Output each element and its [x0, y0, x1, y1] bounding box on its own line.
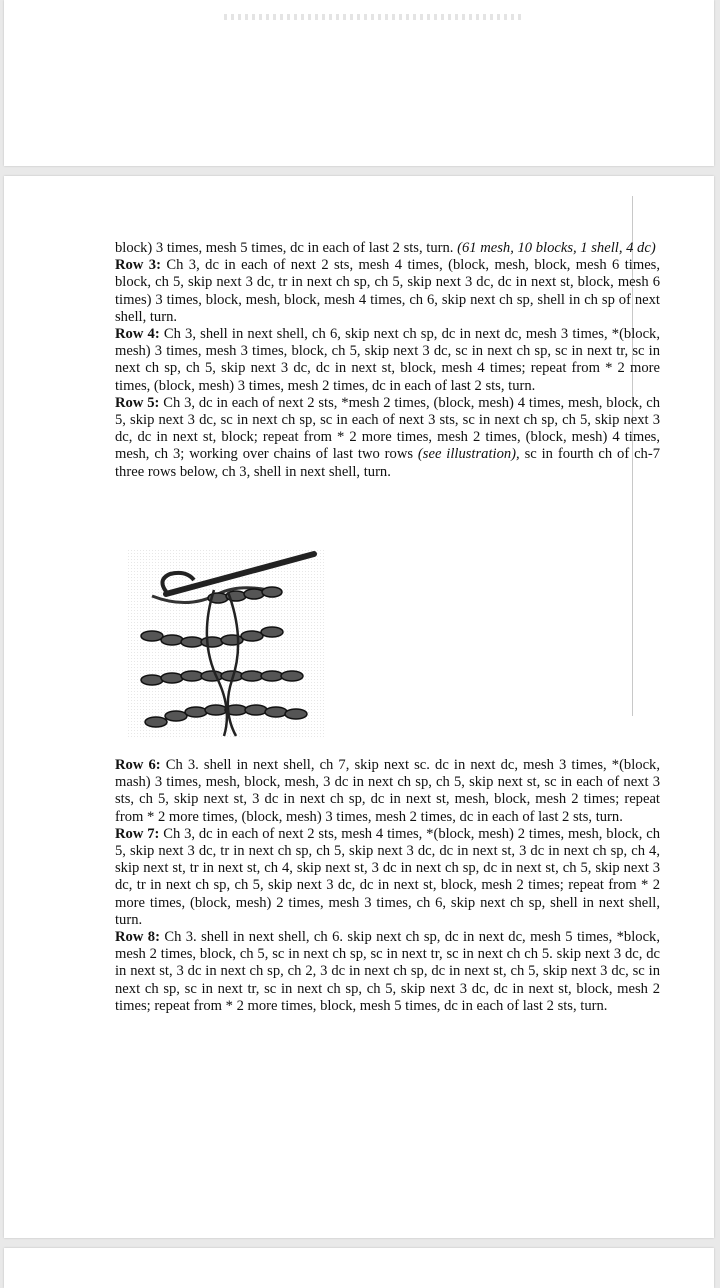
instructions-top [115, 240, 660, 481]
paragraph-text: Ch 3. shell in next shell, ch 7, skip next sc. dc in next dc, mesh 3 times, *(block, mash) 3 times, mesh, block, mesh, 3 dc in next ch sp, ch 5, skip next st, sc in each of next 3 sts, ch 5, skip next st, 3 dc in next ch sp, dc in next st, mesh, block, mesh 2 times; repeat from * 2 more times, (block, mesh) 3 times, mesh 2 times, dc in each of last 2 sts, turn. [115, 757, 661, 825]
illustration-drawing [128, 550, 324, 738]
paragraph-text: Ch 3, dc in each of next 2 sts, mesh 4 times, (block, mesh, block, mesh 6 times, block, ch 5, skip next 3 dc, tr in next ch sp, ch 5, skip next 3 dc, dc in next st, block, mesh 6 times) 3 times, block, mesh, block, mesh 4 times, ch 6, skip next ch sp, shell in ch sp of next shell, turn. [115, 257, 660, 325]
next-page [4, 1248, 714, 1288]
paragraph-text: Ch 3. shell in next shell, ch 6. skip next ch sp, dc in next dc, mesh 5 times, *block, mesh 2 times, block, ch 5, sc in next ch sp, sc in next tr, sc in next ch ch 5. skip next 3 dc, dc in next st, 3 dc in next ch sp, ch 2, 3 dc in next ch sp, dc in next st, ch 5, skip next 3 dc, sc in next ch sp, sc in next tr, sc in next ch sp, ch 5, skip next 3 dc, dc in next st, block, mesh 2 times; repeat from * 2 more times, block, mesh 5 times, dc in each of last 2 sts, turn. [115, 929, 660, 1014]
paragraph-row-5 [115, 395, 660, 481]
row-label: Row 5: [115, 394, 160, 411]
paragraph-row-6 [115, 757, 660, 826]
paragraph-text: Ch 3, dc in each of next 2 sts, mesh 4 times, *(block, mesh) 2 times, mesh, block, ch 5, skip next 3 dc, tr in next ch sp, ch 5, skip next 3 dc, dc in next st, 3 dc in next ch sp, ch 4, skip next st, tr in next st, ch 4, skip next st, 3 dc in next ch sp, dc in next st, ch 5, skip next 3 dc, tr in next ch sp, ch 5, skip next 3 dc, dc in next st, block, mesh 2 times; repeat from * 2 more times, (block, mesh) 2 times, mesh 3 times, ch 6, skip next ch sp, shell in next shell, turn. [115, 825, 660, 928]
paragraph-row-7 [115, 826, 660, 929]
paragraph-text: sc in fourth ch of ch-7 three rows below, ch 3, shell in next shell, turn. [115, 446, 660, 480]
previous-page [4, 0, 714, 166]
paragraph-text: Ch 3, dc in each of next 2 sts, *mesh 2 times, (block, mesh) 4 times, mesh, block, ch 5, skip next 3 dc, sc in next ch sp, sc in each of next 3 sts, sc in next ch sp, ch 5, skip next 3 dc, dc in next st, block; repeat from * 2 more times, mesh 2 times, (block, mesh) 4 times, mesh, ch 3; working over chains of last two rows [115, 394, 660, 463]
paragraph-text: Ch 3, shell in next shell, ch 6, skip next ch sp, dc in next dc, mesh 3 times, *(block, mesh) 3 times, mesh 3 times, block, ch 5, skip next 3 dc, sc in next ch sp, sc in next tr, sc in next ch sp, ch 5, skip next 3 dc, dc in next st, block, mesh 4 times; repeat from * 2 more times, (block, mesh) 3 times, mesh 2 times, dc in each of last 2 sts, turn. [115, 326, 660, 394]
row-label: Row 6: [115, 757, 161, 773]
paragraph-row-8 [115, 929, 660, 1015]
paragraph-continuation [115, 240, 660, 257]
instructions-bottom [115, 757, 660, 1015]
illustration-reference: (see illustration), [417, 446, 520, 463]
document-page [4, 176, 714, 1238]
stitch-count-note: (61 mesh, 10 blocks, 1 shell, 4 dc) [457, 240, 656, 256]
paragraph-text: block) 3 times, mesh 5 times, dc in each of last 2 sts, turn. [115, 240, 458, 256]
paragraph-row-4 [115, 326, 660, 395]
row-label: Row 3: [115, 257, 161, 274]
row-label: Row 7: [115, 825, 160, 842]
paragraph-row-3 [115, 257, 660, 326]
row-label: Row 4: [115, 326, 160, 343]
row-label: Row 8: [115, 929, 160, 946]
scan-artifact [224, 14, 524, 20]
crochet-stitch-illustration [128, 550, 324, 738]
